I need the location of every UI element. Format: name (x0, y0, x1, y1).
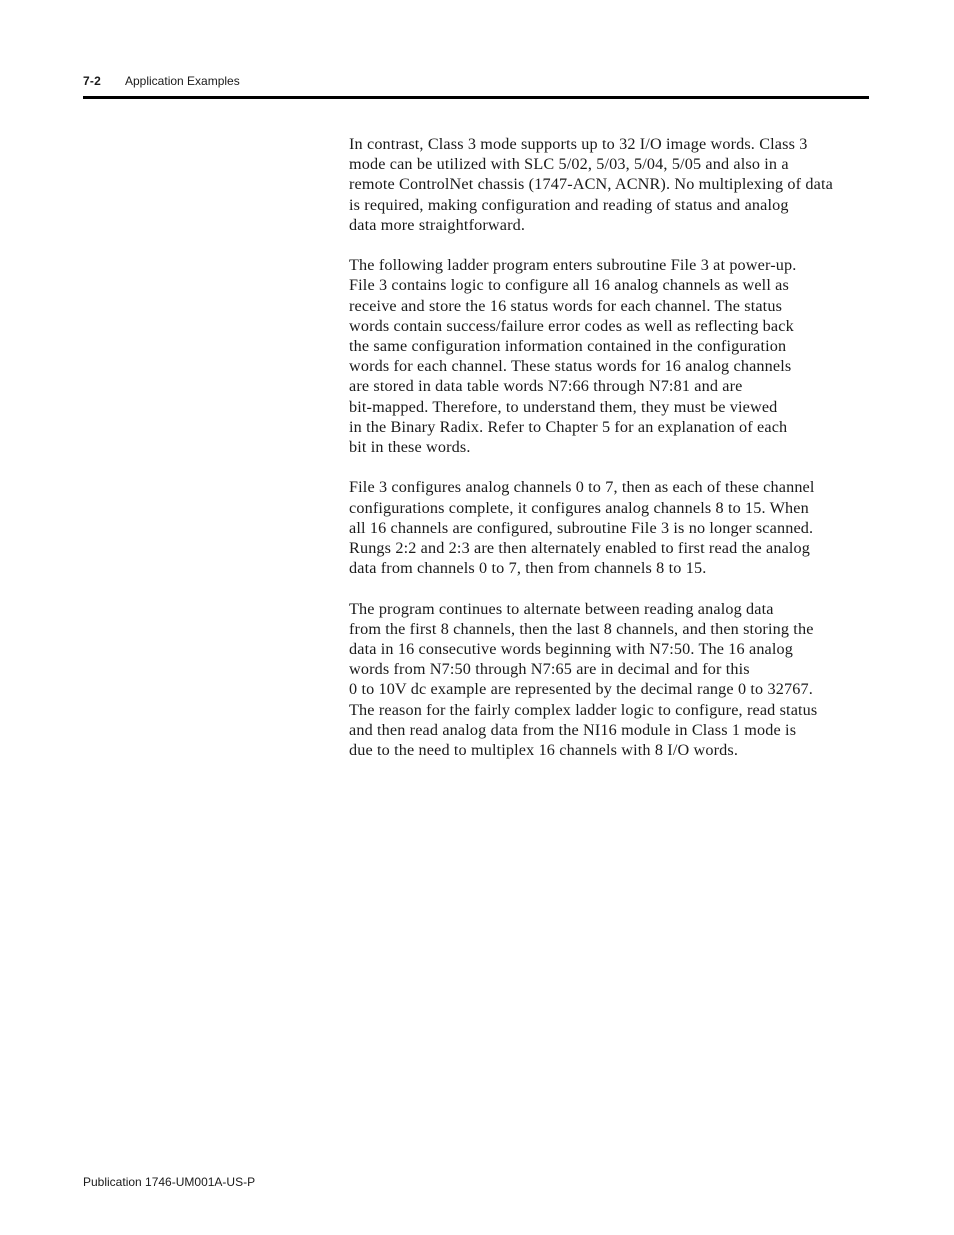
text-line: The reason for the fairly complex ladder logic to configure, read status (349, 700, 818, 719)
text-line: bit in these words. (349, 438, 471, 457)
paragraph-program-alternation (349, 599, 869, 761)
text-line: Rungs 2:2 and 2:3 are then alternately enabled to first read the analog (349, 539, 811, 558)
section-title: Application Examples (125, 74, 240, 88)
paragraph-file3-configuration (349, 477, 869, 578)
text-line: in the Binary Radix. Refer to Chapter 5 for an explanation of each (349, 417, 788, 436)
text-line: are stored in data table words N7:66 through N7:81 and are (349, 377, 743, 396)
text-line: In contrast, Class 3 mode supports up to 32 I/O image words. Class 3 (349, 135, 808, 153)
text-line: words for each channel. These status words for 16 analog channels (349, 357, 792, 376)
publication-footer: Publication 1746-UM001A-US-P (83, 1175, 256, 1189)
text-line: remote ControlNet chassis (1747-ACN, ACNR). No multiplexing of data (349, 175, 833, 194)
paragraph-class3-mode (349, 134, 869, 235)
text-line: is required, making configuration and reading of status and analog (349, 195, 789, 214)
text-line: and then read analog data from the NI16 module in Class 1 mode is (349, 720, 797, 739)
text-line: 0 to 10V dc example are represented by the decimal range 0 to 32767. (349, 680, 813, 699)
text-line: The following ladder program enters subroutine File 3 at power-up. (349, 256, 797, 275)
text-line: The program continues to alternate between reading analog data (349, 599, 774, 618)
text-line: data in 16 consecutive words beginning with N7:50. The 16 analog (349, 640, 794, 659)
page-number: 7-2 (83, 74, 101, 88)
header-rule (83, 96, 869, 99)
text-line: File 3 configures analog channels 0 to 7, then as each of these channel (349, 478, 815, 497)
text-line: due to the need to multiplex 16 channels with 8 I/O words. (349, 741, 739, 760)
page-header (83, 72, 869, 92)
text-line: configurations complete, it configures analog channels 8 to 15. When (349, 498, 809, 517)
text-line: mode can be utilized with SLC 5/02, 5/03, 5/04, 5/05 and also in a (349, 155, 789, 174)
paragraph-ladder-program (349, 255, 869, 457)
text-line: data from channels 0 to 7, then from channels 8 to 15. (349, 559, 707, 578)
text-line: File 3 contains logic to configure all 16 analog channels as well as (349, 276, 789, 295)
body-text (349, 134, 869, 780)
text-line: words contain success/failure error codes as well as reflecting back (349, 316, 794, 335)
text-line: all 16 channels are configured, subroutine File 3 is no longer scanned. (349, 518, 814, 537)
text-line: from the first 8 channels, then the last 8 channels, and then storing the (349, 619, 814, 638)
text-line: data more straightforward. (349, 215, 526, 234)
text-line: receive and store the 16 status words for each channel. The status (349, 296, 783, 315)
text-line: words from N7:50 through N7:65 are in decimal and for this (349, 660, 750, 679)
text-line: the same configuration information contained in the configuration (349, 337, 787, 356)
text-line: bit-mapped. Therefore, to understand them, they must be viewed (349, 397, 778, 416)
